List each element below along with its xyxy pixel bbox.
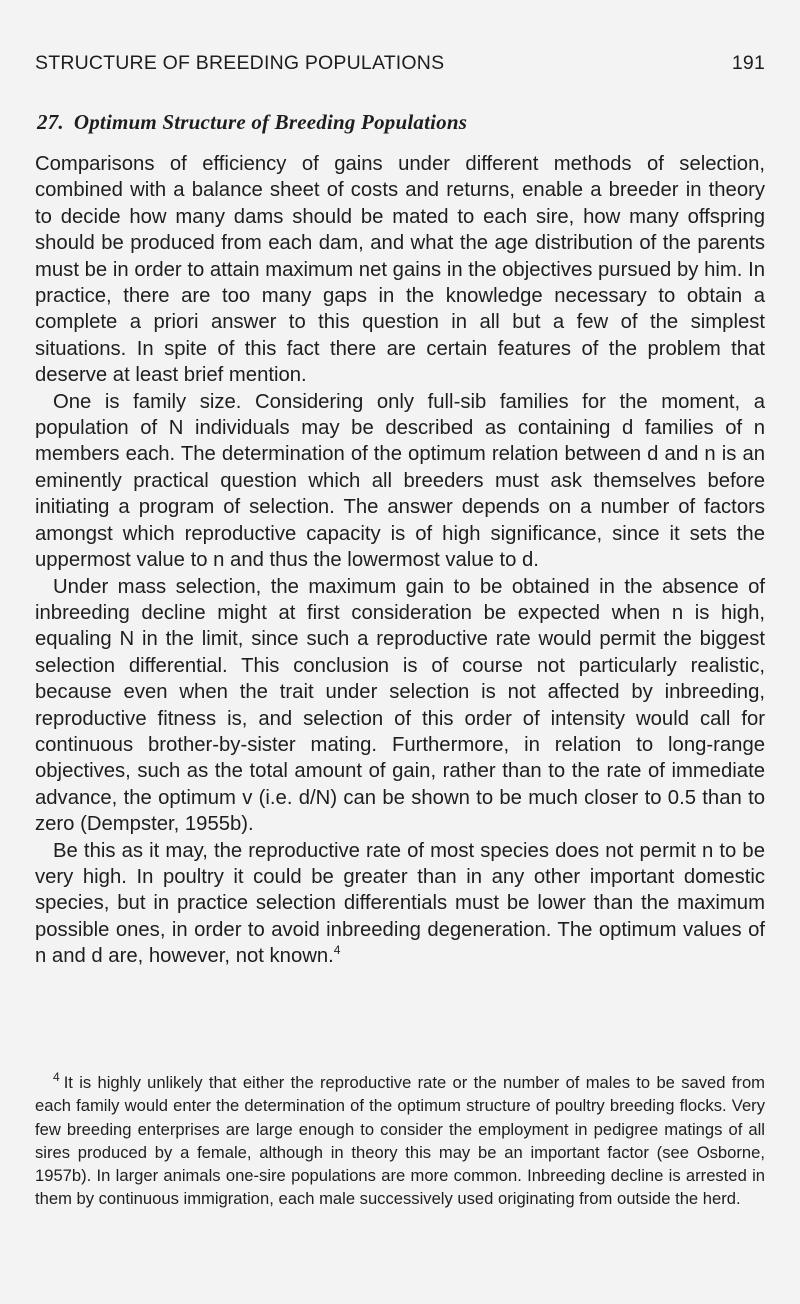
section-number: 27.: [37, 110, 64, 134]
footnote-marker: 4: [53, 1070, 60, 1085]
paragraph: [35, 838, 765, 970]
section-title: Optimum Structure of Breeding Populations: [73, 110, 468, 134]
section-heading: [37, 110, 467, 135]
footnote-reference: 4: [333, 943, 341, 958]
paragraph: One is family size. Considering only full-sib families for the moment, a population of N individuals may be described as containing d families of n members each. The determination of the optimum relation between d and n is an eminently practical question which all breeders must ask themselves before initiating a program of selection. The answer depends on a number of factors amongst which reproductive capacity is of high significance, since it sets the uppermost value to n and thus the lowermost value to d.: [35, 390, 765, 572]
footnote: [35, 1071, 765, 1211]
running-title: STRUCTURE OF BREEDING POPULATIONS: [35, 52, 445, 74]
paragraph: Comparisons of efficiency of gains under different methods of selection, combined with a balance sheet of costs and returns, enable a breeder in theory to decide how many dams should be mated to each sire, how many offspring should be produced from each dam, and what the age distribution of the parents must be in order to attain maximum net gains in the objectives pursued by him. In practice, there are too many gaps in the knowledge necessary to obtain a complete a priori answer to this question in all but a few of the simplest situations. In spite of this fact there are certain features of the problem that deserve at least brief mention.: [35, 153, 765, 387]
body-text: [35, 151, 765, 970]
footnote-text: It is highly unlikely that either the reproductive rate or the number of males to be saved from each family would enter the determination of the optimum structure of poultry breeding flocks. Very few breeding enterprises are large enough to consider the employment in pedigree matings of all sires produced by a female, although in theory this may be an important factor (see Osborne, 1957b). In larger animals one-sire populations are more common. Inbreeding decline is arrested in them by continuous immigration, each male successively used originating from outside the herd.: [35, 1073, 765, 1209]
page-number: 191: [731, 52, 765, 74]
paragraph-text: Be this as it may, the reproductive rate of most species does not permit n to be very high. In poultry it could be greater than in any other important domestic species, but in practice selection differentials must be lower than the maximum possible ones, in order to avoid inbreeding degeneration. The optimum values of n and d are, however, not known.: [35, 839, 765, 968]
paragraph: Under mass selection, the maximum gain to be obtained in the absence of inbreeding decline might at first consideration be expected when n is high, equaling N in the limit, since such a reproductive rate would permit the biggest selection differential. This conclusion is of course not particularly realistic, because even when the trait under selection is not affected by inbreeding, reproductive fitness is, and selection of this order of intensity would call for continuous brother-by-sister mating. Furthermore, in relation to long-range objectives, such as the total amount of gain, rather than to the rate of immediate advance, the optimum v (i.e. d/N) can be shown to be much closer to 0.5 than to zero (Dempster, 1955b).: [35, 575, 765, 836]
